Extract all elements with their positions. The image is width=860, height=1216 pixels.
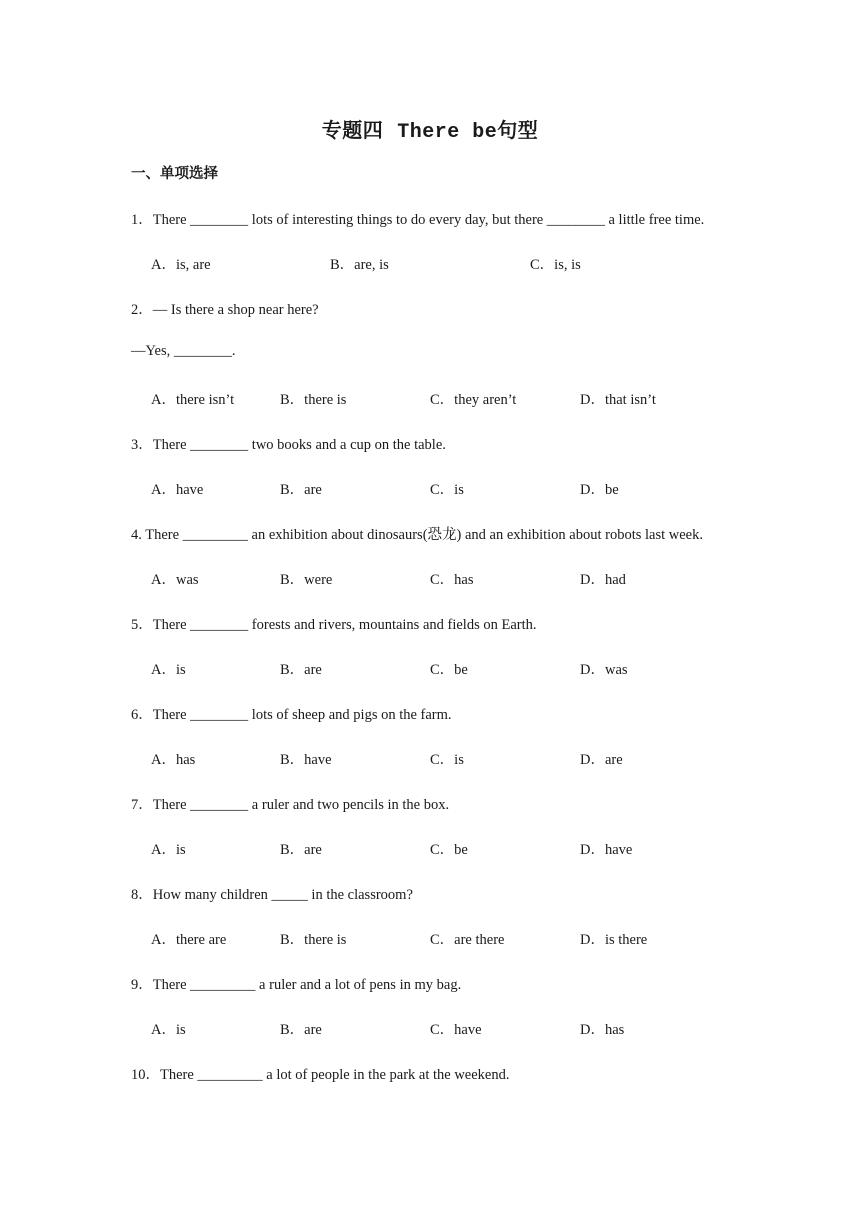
question-6-option-d: D．are	[580, 752, 623, 768]
question-2-option-d: D．that isn’t	[580, 392, 656, 408]
question-6-option-c: C．is	[430, 752, 464, 768]
question-9-stem: 9．There _________ a ruler and a lot of pens in my bag.	[131, 977, 462, 993]
question-3-option-b: B．are	[280, 482, 322, 498]
question-2-option-b: B．there is	[280, 392, 347, 408]
question-3-stem: 3．There ________ two books and a cup on the table.	[131, 437, 446, 453]
question-8-stem: 8．How many children _____ in the classroom?	[131, 887, 413, 903]
question-1-stem: 1．There ________ lots of interesting things to do every day, but there ________ a little free time.	[131, 212, 705, 228]
question-8-option-d: D．is there	[580, 932, 648, 948]
question-1-option-c: C．is, is	[530, 257, 581, 273]
question-7-option-a: A．is	[151, 842, 186, 858]
question-4-option-d: D．had	[580, 572, 626, 588]
question-6-option-b: B．have	[280, 752, 332, 768]
title-chinese: 专题四	[321, 120, 384, 142]
question-2-option-a: A．there isn’t	[151, 392, 235, 408]
question-8-option-b: B．there is	[280, 932, 347, 948]
question-5-stem: 5．There ________ forests and rivers, mountains and fields on Earth.	[131, 617, 537, 633]
question-6-stem: 6．There ________ lots of sheep and pigs on the farm.	[131, 707, 452, 723]
question-7-stem: 7．There ________ a ruler and two pencils in the box.	[131, 797, 450, 813]
title-suffix: 句型	[497, 120, 539, 142]
question-9-option-a: A．is	[151, 1022, 186, 1038]
page-title	[0, 114, 860, 144]
question-8-option-c: C．are there	[430, 932, 505, 948]
question-1-option-a: A．is, are	[151, 257, 211, 273]
section-heading: 一、单项选择	[131, 166, 218, 182]
question-5-option-a: A．is	[151, 662, 186, 678]
question-2-answer-line: —Yes, ________.	[131, 343, 236, 359]
question-6-option-a: A．has	[151, 752, 196, 768]
question-10-stem: 10．There _________ a lot of people in the park at the weekend.	[131, 1067, 510, 1083]
question-7-option-d: D．have	[580, 842, 633, 858]
question-5-option-b: B．are	[280, 662, 322, 678]
question-5-option-c: C．be	[430, 662, 468, 678]
question-9-option-b: B．are	[280, 1022, 322, 1038]
question-3-option-a: A．have	[151, 482, 204, 498]
question-2-stem: 2．— Is there a shop near here?	[131, 302, 319, 318]
question-4-option-c: C．has	[430, 572, 474, 588]
question-3-option-c: C．is	[430, 482, 464, 498]
question-5-option-d: D．was	[580, 662, 628, 678]
question-2-option-c: C．they aren’t	[430, 392, 517, 408]
question-1-option-b: B．are, is	[330, 257, 389, 273]
question-7-option-b: B．are	[280, 842, 322, 858]
title-english: There be	[397, 121, 498, 144]
question-3-option-d: D．be	[580, 482, 619, 498]
question-8-option-a: A．there are	[151, 932, 227, 948]
question-4-stem: 4. There _________ an exhibition about dinosaurs(恐龙) and an exhibition about robots last week.	[131, 527, 703, 543]
question-9-option-c: C．have	[430, 1022, 482, 1038]
question-7-option-c: C．be	[430, 842, 468, 858]
question-9-option-d: D．has	[580, 1022, 625, 1038]
question-4-option-b: B．were	[280, 572, 333, 588]
question-4-option-a: A．was	[151, 572, 199, 588]
